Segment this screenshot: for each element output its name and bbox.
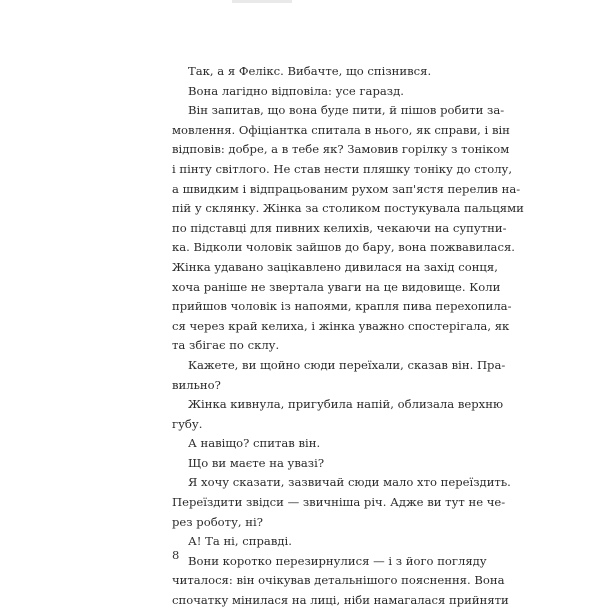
text-line: А! Та ні, справді. — [188, 534, 292, 549]
text-line: Кажете, ви щойно сюди переїхали, сказав він. Пра- — [188, 357, 506, 372]
text-line: вильно? — [172, 377, 221, 392]
text-line: відповів: добре, а в тебе як? Замовив горілку з тоніком — [172, 142, 510, 157]
text-line: ка. Відколи чоловік зайшов до бару, вона пожвавилася. — [172, 240, 515, 255]
text-line: і пінту світлого. Не став нести пляшку тоніку до столу, — [172, 161, 513, 176]
text-line: Жінка кивнула, пригубила напій, облизала верхню — [188, 397, 504, 412]
text-line: рез роботу, ні? — [172, 514, 263, 529]
text-line: та збігає по склу. — [172, 338, 280, 353]
text-line: Я хочу сказати, зазвичай сюди мало хто переїздить. — [188, 475, 511, 490]
text-line: ся через край келиха, і жінка уважно спостерігала, як — [172, 318, 510, 333]
text-line: спочатку мінилася на лиці, ніби намагалася прийняти — [172, 593, 509, 608]
body-text — [172, 62, 524, 611]
page-number: 8 — [172, 548, 180, 562]
text-line: мовлення. Офіціантка спитала в нього, як справи, і він — [172, 122, 510, 137]
text-line: Переїздити звідси — звичніша річ. Адже ви тут не че- — [172, 495, 506, 510]
text-line: прийшов чоловік із напоями, крапля пива перехопила- — [172, 299, 512, 314]
text-line: Він запитав, що вона буде пити, й пішов робити за- — [188, 103, 505, 118]
text-line: Що ви маєте на увазі? — [188, 455, 325, 470]
text-line: читалося: він очікував детальнішого пояснення. Вона — [172, 573, 505, 588]
text-line: Жінка удавано зацікавлено дивилася на захід сонця, — [172, 259, 498, 274]
text-line: пій у склянку. Жінка за столиком постукувала пальцями — [172, 201, 524, 216]
text-line: Вони коротко перезирнулися — і з його погляду — [188, 553, 487, 568]
text-line: Так, а я Фелікс. Вибачте, що спізнився. — [188, 64, 432, 78]
text-line: по підставці для пивних келихів, чекаючи на супутни- — [172, 220, 507, 235]
top-edge-mark — [232, 0, 292, 3]
text-line: а швидким і відпрацьованим рухом зап'ястя перелив на- — [172, 181, 521, 196]
text-line: губу. — [172, 416, 203, 431]
text-line: хоча раніше не звертала уваги на це видовище. Коли — [172, 279, 501, 294]
text-line: Вона лагідно відповіла: усе гаразд. — [188, 83, 404, 98]
text-line: А навіщо? спитав він. — [188, 436, 321, 451]
